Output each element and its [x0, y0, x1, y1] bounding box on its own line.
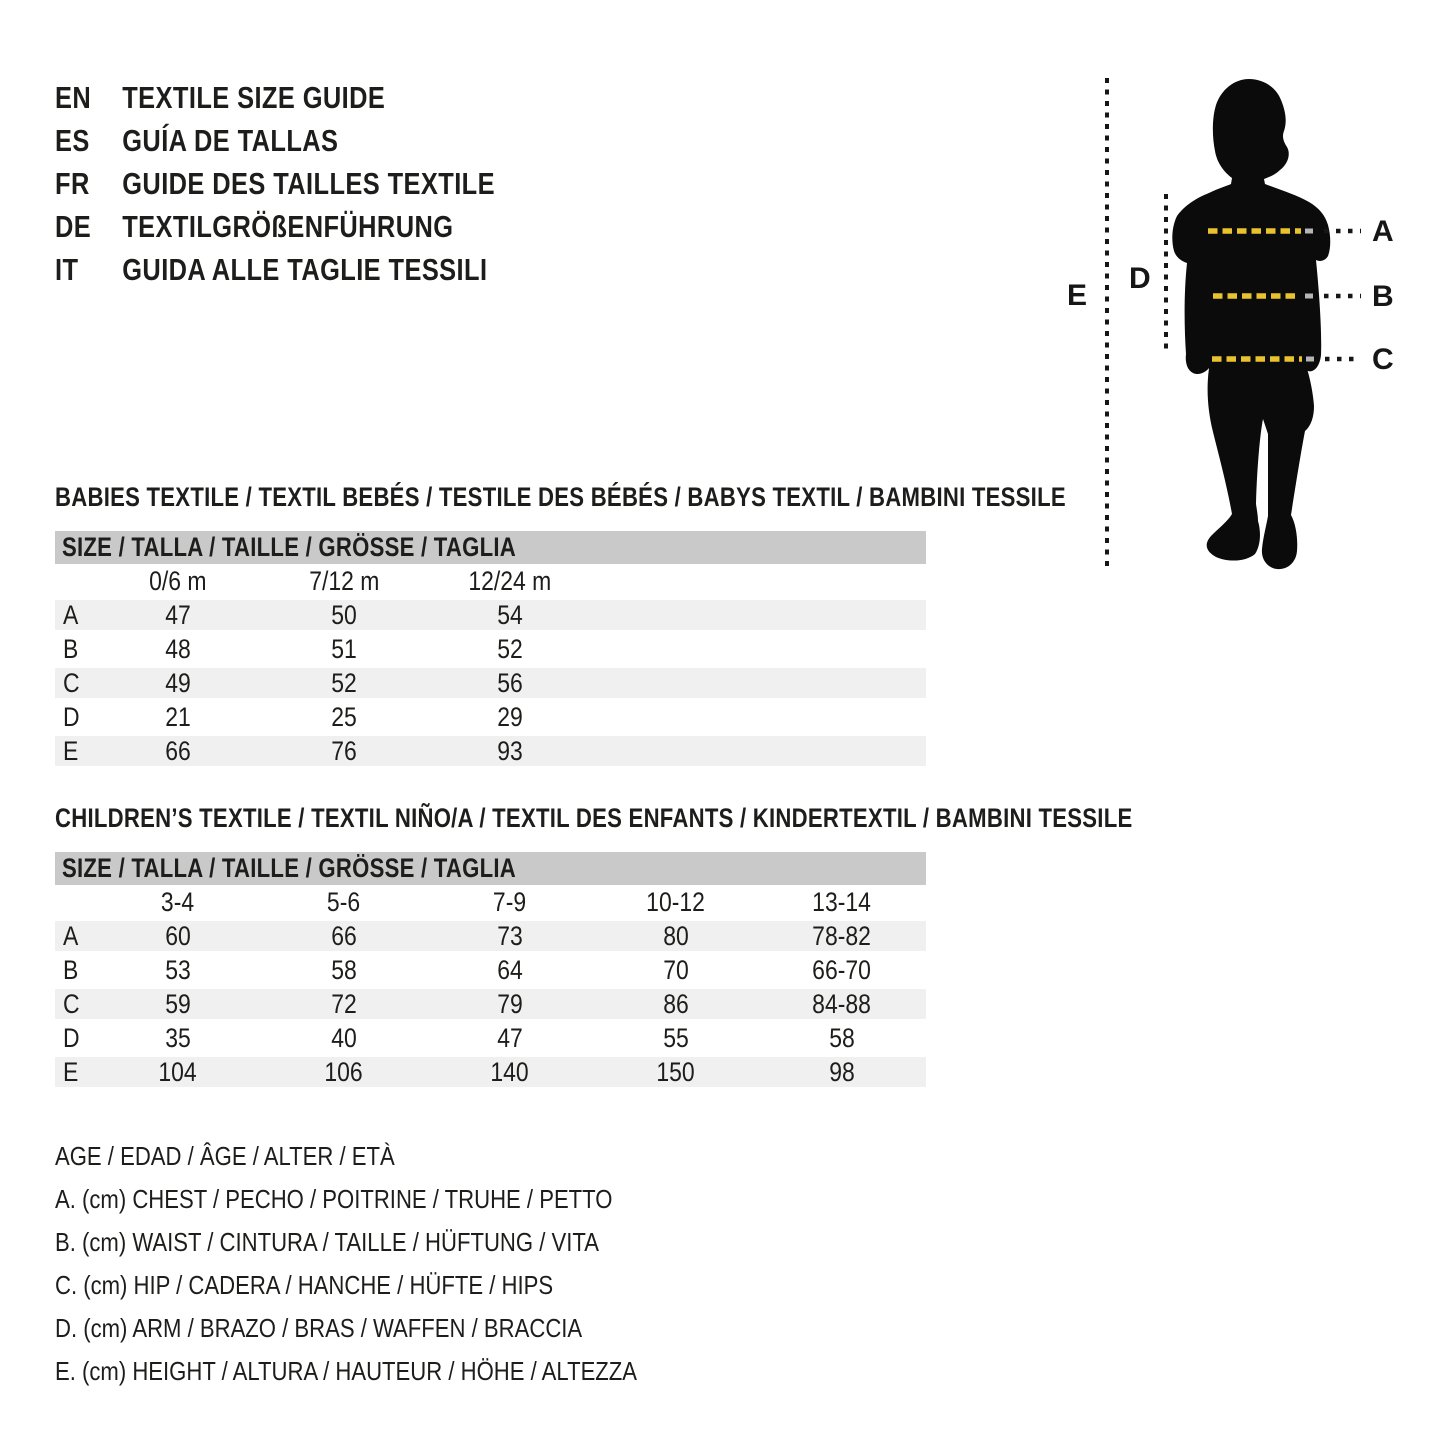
cell: 51 — [331, 634, 357, 664]
cell: 58 — [829, 1023, 855, 1053]
legend-height: E. (cm) HEIGHT / ALTURA / HAUTEUR / HÖHE / ALTEZZA — [55, 1356, 638, 1386]
cell: 84-88 — [812, 989, 872, 1019]
column-header: 5-6 — [327, 887, 361, 917]
cell: 76 — [331, 736, 357, 766]
row-label: C — [63, 668, 80, 698]
cell: 80 — [663, 921, 689, 951]
cell: 106 — [324, 1057, 364, 1087]
label-c: C — [1372, 343, 1394, 376]
cell: 56 — [497, 668, 523, 698]
children-size-table — [55, 852, 926, 1089]
row-label: C — [63, 989, 80, 1019]
babies-size-table — [55, 531, 926, 768]
cell: 66-70 — [812, 955, 872, 985]
cell: 93 — [497, 736, 523, 766]
row-label: B — [63, 634, 79, 664]
lang-title: GUÍA DE TALLAS — [122, 123, 339, 158]
legend-age: AGE / EDAD / ÂGE / ALTER / ETÀ — [55, 1141, 395, 1171]
legend-hip: C. (cm) HIP / CADERA / HANCHE / HÜFTE / HIPS — [55, 1270, 554, 1300]
row-label: A — [63, 600, 79, 630]
cell: 47 — [497, 1023, 523, 1053]
table-row — [55, 953, 926, 987]
row-label: D — [63, 702, 80, 732]
lang-code: ES — [55, 123, 90, 158]
column-header: 10-12 — [646, 887, 706, 917]
cell: 150 — [656, 1057, 696, 1087]
cell: 64 — [497, 955, 523, 985]
cell: 66 — [331, 921, 357, 951]
label-a: A — [1372, 215, 1394, 248]
cell: 60 — [165, 921, 191, 951]
children-section-title: CHILDREN’S TEXTILE / TEXTIL NIÑO/A / TEXTIL DES ENFANTS / KINDERTEXTIL / BAMBINI TESSILE — [55, 803, 1133, 833]
table-row — [55, 987, 926, 1021]
cell: 79 — [497, 989, 523, 1019]
cell: 40 — [331, 1023, 357, 1053]
language-title-block — [55, 76, 592, 291]
cell: 70 — [663, 955, 689, 985]
column-header: 3-4 — [161, 887, 195, 917]
lang-title: TEXTILGRÖßENFÜHRUNG — [122, 209, 454, 244]
child-silhouette-figure — [1040, 70, 1410, 590]
column-header: 12/24 m — [468, 566, 552, 596]
cell: 48 — [165, 634, 191, 664]
label-b: B — [1372, 280, 1394, 313]
cell: 50 — [331, 600, 357, 630]
row-label: D — [63, 1023, 80, 1053]
cell: 98 — [829, 1057, 855, 1087]
cell: 21 — [165, 702, 191, 732]
cell: 59 — [165, 989, 191, 1019]
babies-table-header-band: SIZE / TALLA / TAILLE / GRÖSSE / TAGLIA — [55, 531, 926, 564]
row-label: A — [63, 921, 79, 951]
column-header: 7-9 — [493, 887, 527, 917]
legend-chest: A. (cm) CHEST / PECHO / POITRINE / TRUHE / PETTO — [55, 1184, 613, 1214]
column-header: 13-14 — [812, 887, 872, 917]
cell: 72 — [331, 989, 357, 1019]
cell: 58 — [331, 955, 357, 985]
cell: 49 — [165, 668, 191, 698]
measurement-legend — [55, 1135, 740, 1393]
cell: 104 — [158, 1057, 198, 1087]
table-row — [55, 734, 926, 768]
cell: 78-82 — [812, 921, 872, 951]
lang-code: IT — [55, 252, 79, 287]
legend-arm: D. (cm) ARM / BRAZO / BRAS / WAFFEN / BRACCIA — [55, 1313, 583, 1343]
cell: 53 — [165, 955, 191, 985]
column-header: 7/12 m — [308, 566, 380, 596]
table-row — [55, 632, 926, 666]
cell: 66 — [165, 736, 191, 766]
lang-title: GUIDE DES TAILLES TEXTILE — [122, 166, 495, 201]
children-column-header-row — [55, 885, 926, 919]
label-d: D — [1129, 262, 1151, 295]
cell: 140 — [490, 1057, 530, 1087]
babies-section-title: BABIES TEXTILE / TEXTIL BEBÉS / TESTILE DES BÉBÉS / BABYS TEXTIL / BAMBINI TESSILE — [55, 482, 1066, 512]
table-row — [55, 666, 926, 700]
lang-line-en — [55, 76, 592, 119]
children-table-header-band: SIZE / TALLA / TAILLE / GRÖSSE / TAGLIA — [55, 852, 926, 885]
table-row — [55, 919, 926, 953]
row-label: E — [63, 736, 79, 766]
lang-line-fr — [55, 162, 592, 205]
table-row — [55, 1055, 926, 1089]
cell: 52 — [497, 634, 523, 664]
lang-code: EN — [55, 80, 92, 115]
label-e: E — [1067, 279, 1088, 312]
cell: 47 — [165, 600, 191, 630]
babies-column-header-row — [55, 564, 926, 598]
cell: 52 — [331, 668, 357, 698]
column-header: 0/6 m — [149, 566, 207, 596]
lang-line-de — [55, 205, 592, 248]
lang-line-es — [55, 119, 592, 162]
table-row — [55, 700, 926, 734]
cell: 35 — [165, 1023, 191, 1053]
cell: 73 — [497, 921, 523, 951]
lang-code: FR — [55, 166, 90, 201]
cell: 55 — [663, 1023, 689, 1053]
table-row — [55, 1021, 926, 1055]
cell: 54 — [497, 600, 523, 630]
lang-title: GUIDA ALLE TAGLIE TESSILI — [122, 252, 488, 287]
lang-title: TEXTILE SIZE GUIDE — [122, 80, 386, 115]
cell: 29 — [497, 702, 523, 732]
cell: 25 — [331, 702, 357, 732]
row-label: E — [63, 1057, 79, 1087]
cell: 86 — [663, 989, 689, 1019]
lang-code: DE — [55, 209, 92, 244]
lang-line-it — [55, 248, 592, 291]
table-row — [55, 598, 926, 632]
legend-waist: B. (cm) WAIST / CINTURA / TAILLE / HÜFTUNG / VITA — [55, 1227, 599, 1257]
row-label: B — [63, 955, 79, 985]
